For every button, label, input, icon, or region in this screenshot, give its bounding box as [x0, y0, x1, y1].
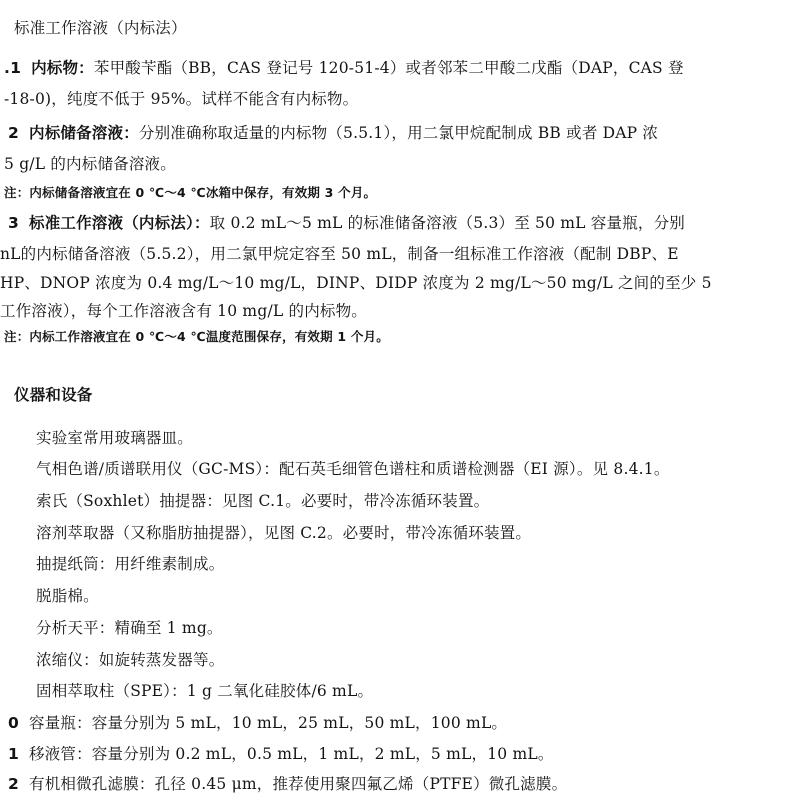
clause-lead: 内标储备溶液： — [29, 124, 139, 142]
item-text: 脱脂棉。 — [36, 587, 99, 605]
list-item — [36, 427, 193, 449]
clause-text: 5 g/L 的内标储备溶液。 — [4, 155, 176, 173]
clause-number: .1 — [4, 59, 22, 77]
clause-text: 工作溶液），每个工作溶液含有 10 mg/L 的内标物。 — [0, 302, 367, 320]
item-text: 有机相微孔滤膜：孔径 0.45 μm，推荐使用聚四氟乙烯（PTFE）微孔滤膜。 — [29, 775, 568, 793]
clause-text: 苯甲酸苄酯（BB，CAS 登记号 120-51-4）或者邻苯二甲酸二戊酯（DAP，CAS 登 — [93, 59, 684, 77]
list-item — [8, 743, 554, 765]
list-item — [8, 773, 567, 795]
item-text: 分析天平：精确至 1 mg。 — [36, 619, 223, 637]
item-text: 浓缩仪：如旋转蒸发器等。 — [36, 651, 225, 669]
list-item — [36, 649, 224, 671]
note-working-storage — [4, 328, 389, 346]
list-item — [36, 617, 223, 639]
clause-number: 1 — [8, 745, 19, 763]
item-text: 实验室常用玻璃器皿。 — [36, 429, 194, 447]
paragraph-continuation — [4, 153, 176, 175]
clause-number: 0 — [8, 714, 19, 732]
heading-text: 标准工作溶液（内标法） — [14, 19, 187, 37]
clause-lead: 内标物： — [31, 59, 94, 77]
section-heading-instruments — [14, 384, 93, 406]
paragraph-continuation — [4, 88, 358, 110]
list-item — [36, 490, 489, 512]
list-item — [36, 458, 670, 480]
clause-text: 分别准确称取适量的内标物（5.5.1），用二氯甲烷配制成 BB 或者 DAP 浓 — [138, 124, 659, 142]
paragraph-internal-standard — [4, 57, 684, 79]
paragraph-working-solution-internal — [8, 212, 685, 234]
note-text: 注：内标储备溶液宜在 0 ℃～4 ℃冰箱中保存，有效期 3 个月。 — [4, 185, 377, 200]
list-item — [36, 680, 373, 702]
paragraph-internal-stock-solution — [8, 122, 658, 144]
item-text: 气相色谱/质谱联用仪（GC-MS）：配石英毛细管色谱柱和质谱检测器（EI 源）。见 8.4.1。 — [36, 460, 670, 478]
clause-text: HP、DNOP 浓度为 0.4 mg/L～10 mg/L，DINP、DIDP 浓度为 2 mg/L～50 mg/L 之间的至少 5 — [0, 274, 712, 292]
paragraph-continuation — [0, 272, 712, 294]
item-text: 溶剂萃取器（又称脂肪抽提器），见图 C.2。必要时，带冷冻循环装置。 — [36, 524, 532, 542]
list-item — [36, 585, 99, 607]
clause-number: 3 — [8, 214, 19, 232]
list-item — [36, 553, 224, 575]
note-stock-storage — [4, 184, 376, 202]
clause-number: 2 — [8, 124, 19, 142]
heading-standard-working-solution — [14, 17, 187, 39]
clause-number: 2 — [8, 775, 19, 793]
clause-text: nL的内标储备溶液（5.5.2），用二氯甲烷定容至 50 mL，制备一组标准工作溶液（配制 DBP、E — [0, 245, 679, 263]
list-item — [36, 522, 531, 544]
item-text: 移液管：容量分别为 0.2 mL，0.5 mL，1 mL，2 mL，5 mL，10 mL。 — [29, 745, 554, 763]
clause-lead: 标准工作溶液（内标法）： — [29, 214, 210, 232]
item-text: 抽提纸筒：用纤维素制成。 — [36, 555, 225, 573]
note-text: 注：内标工作溶液宜在 0 ℃～4 ℃温度范围保存，有效期 1 个月。 — [4, 329, 389, 344]
item-text: 容量瓶：容量分别为 5 mL，10 mL，25 mL，50 mL，100 mL。 — [29, 714, 508, 732]
item-text: 索氏（Soxhlet）抽提器：见图 C.1。必要时，带冷冻循环装置。 — [36, 492, 490, 510]
clause-text: -18-0)，纯度不低于 95%。试样不能含有内标物。 — [4, 90, 359, 108]
item-text: 固相萃取柱（SPE）：1 g 二氧化硅胶体/6 mL。 — [36, 682, 374, 700]
clause-text: 取 0.2 mL～5 mL 的标准储备溶液（5.3）至 50 mL 容量瓶，分别 — [209, 214, 686, 232]
list-item — [8, 712, 507, 734]
section-title: 仪器和设备 — [14, 386, 93, 404]
paragraph-continuation — [0, 243, 679, 265]
paragraph-continuation — [0, 300, 367, 322]
